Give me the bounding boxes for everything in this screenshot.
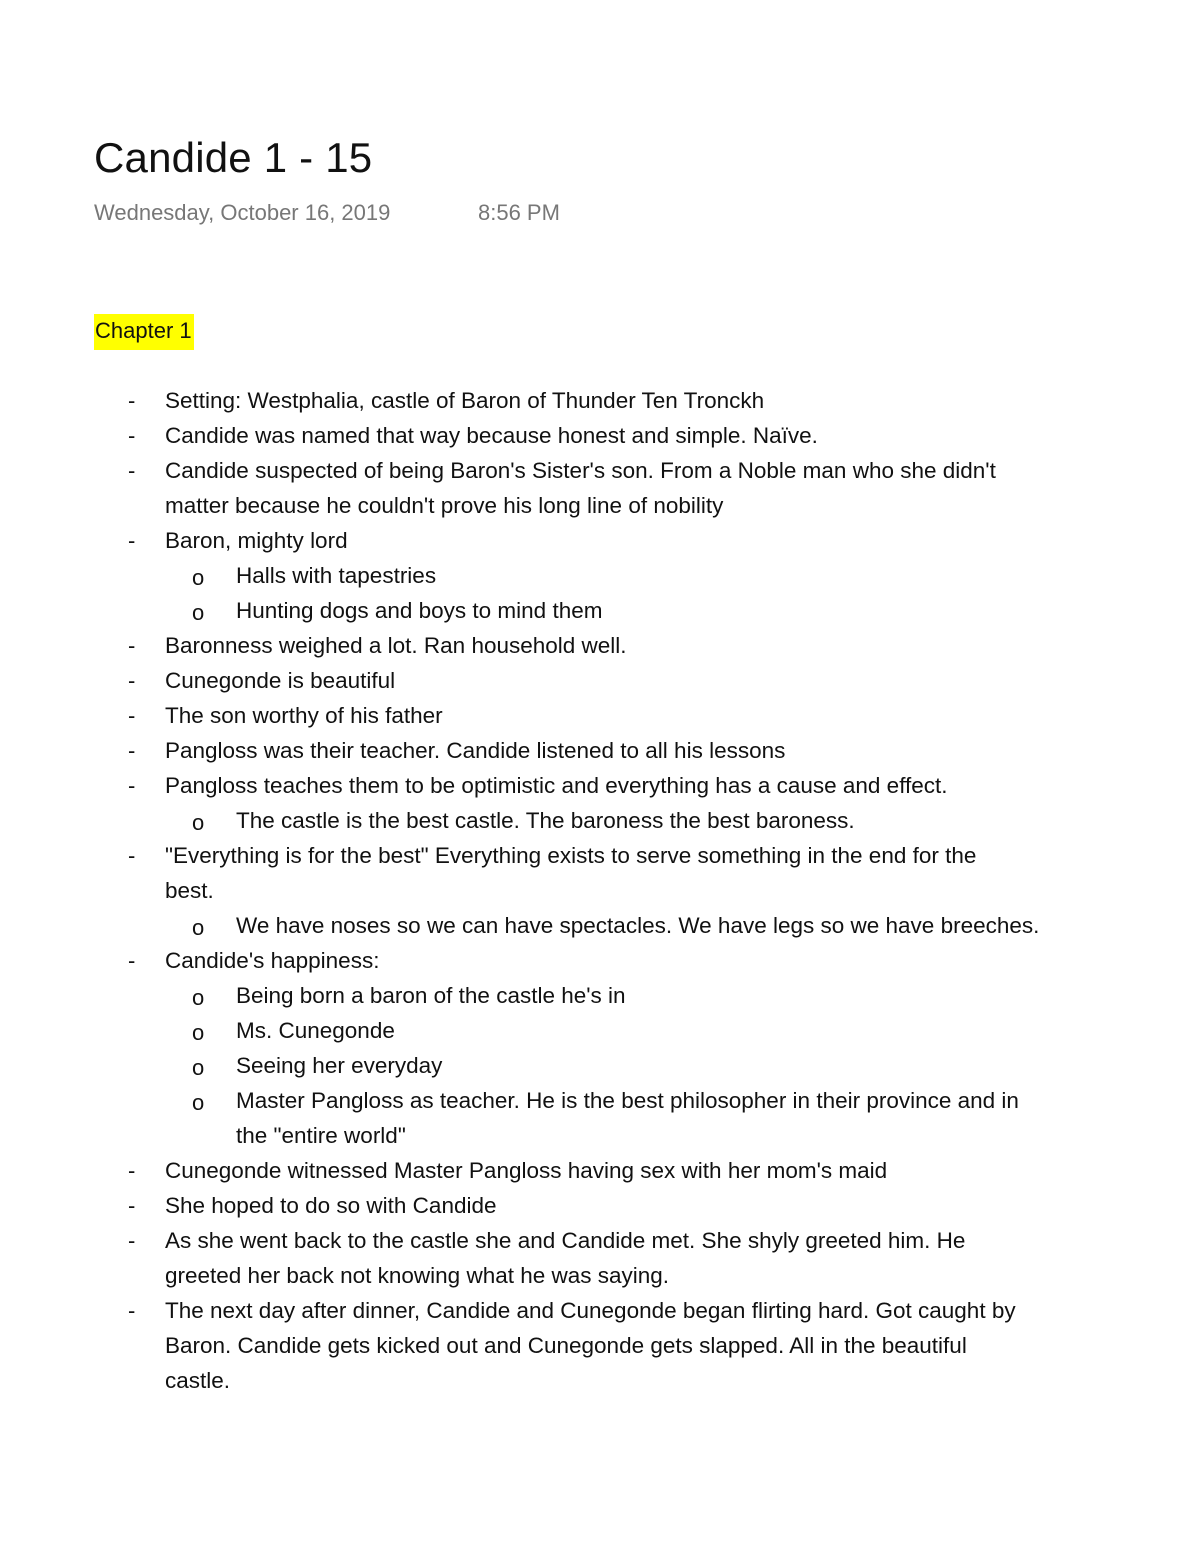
note-item-line: As she went back to the castle she and Candide met. She shyly greeted him. He bbox=[165, 1228, 966, 1253]
sub-note-item-line: We have noses so we can have spectacles. We have legs so we have breeches. bbox=[236, 913, 1040, 938]
bullet-circle: o bbox=[192, 1055, 205, 1080]
bullet-dash: - bbox=[128, 633, 136, 658]
sub-note-item-line: Master Pangloss as teacher. He is the best philosopher in their province and in bbox=[236, 1088, 1019, 1113]
bullet-dash: - bbox=[128, 388, 136, 413]
sub-note-item-line: Hunting dogs and boys to mind them bbox=[236, 598, 603, 623]
sub-note-item-line: The castle is the best castle. The baroness the best baroness. bbox=[236, 808, 855, 833]
sub-note-item-line: Being born a baron of the castle he's in bbox=[236, 983, 626, 1008]
note-item-line: The son worthy of his father bbox=[165, 703, 443, 728]
note-item-line: The next day after dinner, Candide and Cunegonde began flirting hard. Got caught by bbox=[165, 1298, 1016, 1323]
bullet-circle: o bbox=[192, 985, 205, 1010]
sub-note-item-line: the "entire world" bbox=[236, 1123, 406, 1148]
bullet-dash: - bbox=[128, 1193, 136, 1218]
bullet-circle: o bbox=[192, 1090, 205, 1115]
note-item-line: matter because he couldn't prove his long line of nobility bbox=[165, 493, 724, 518]
page-time: 8:56 PM bbox=[478, 200, 560, 225]
bullet-dash: - bbox=[128, 773, 136, 798]
bullet-circle: o bbox=[192, 810, 205, 835]
bullet-dash: - bbox=[128, 528, 136, 553]
page-date: Wednesday, October 16, 2019 bbox=[94, 200, 391, 225]
bullet-dash: - bbox=[128, 458, 136, 483]
bullet-dash: - bbox=[128, 668, 136, 693]
bullet-dash: - bbox=[128, 1228, 136, 1253]
note-item-line: Cunegonde witnessed Master Pangloss having sex with her mom's maid bbox=[165, 1158, 888, 1183]
note-item-line: best. bbox=[165, 878, 214, 903]
chapter-heading: Chapter 1 bbox=[94, 314, 194, 350]
note-item-line: Candide suspected of being Baron's Sister's son. From a Noble man who she didn't bbox=[165, 458, 996, 483]
note-item-line: Setting: Westphalia, castle of Baron of Thunder Ten Tronckh bbox=[165, 388, 765, 413]
note-item-line: Baron. Candide gets kicked out and Cunegonde gets slapped. All in the beautiful bbox=[165, 1333, 967, 1358]
note-item-line: Baronness weighed a lot. Ran household well. bbox=[165, 633, 627, 658]
bullet-dash: - bbox=[128, 1298, 136, 1323]
sub-note-item-line: Seeing her everyday bbox=[236, 1053, 443, 1078]
note-item-line: Cunegonde is beautiful bbox=[165, 668, 396, 693]
sub-note-item-line: Ms. Cunegonde bbox=[236, 1018, 395, 1043]
bullet-dash: - bbox=[128, 948, 136, 973]
page-title: Candide 1 - 15 bbox=[94, 134, 373, 181]
bullet-dash: - bbox=[128, 843, 136, 868]
note-item-line: She hoped to do so with Candide bbox=[165, 1193, 497, 1218]
bullet-dash: - bbox=[128, 1158, 136, 1183]
note-item-line: greeted her back not knowing what he was saying. bbox=[165, 1263, 670, 1288]
note-item-line: Pangloss was their teacher. Candide listened to all his lessons bbox=[165, 738, 786, 763]
bullet-circle: o bbox=[192, 600, 205, 625]
note-item-line: Pangloss teaches them to be optimistic and everything has a cause and effect. bbox=[165, 773, 948, 798]
note-item-line: castle. bbox=[165, 1368, 231, 1393]
sub-note-item-line: Halls with tapestries bbox=[236, 563, 437, 588]
note-item-line: Candide's happiness: bbox=[165, 948, 380, 973]
bullet-dash: - bbox=[128, 703, 136, 728]
note-item-line: Baron, mighty lord bbox=[165, 528, 348, 553]
note-item-line: Candide was named that way because honest and simple. Naïve. bbox=[165, 423, 818, 448]
bullet-circle: o bbox=[192, 915, 205, 940]
note-item-line: "Everything is for the best" Everything exists to serve something in the end for the bbox=[165, 843, 977, 868]
bullet-circle: o bbox=[192, 1020, 205, 1045]
bullet-dash: - bbox=[128, 423, 136, 448]
bullet-dash: - bbox=[128, 738, 136, 763]
bullet-circle: o bbox=[192, 565, 205, 590]
